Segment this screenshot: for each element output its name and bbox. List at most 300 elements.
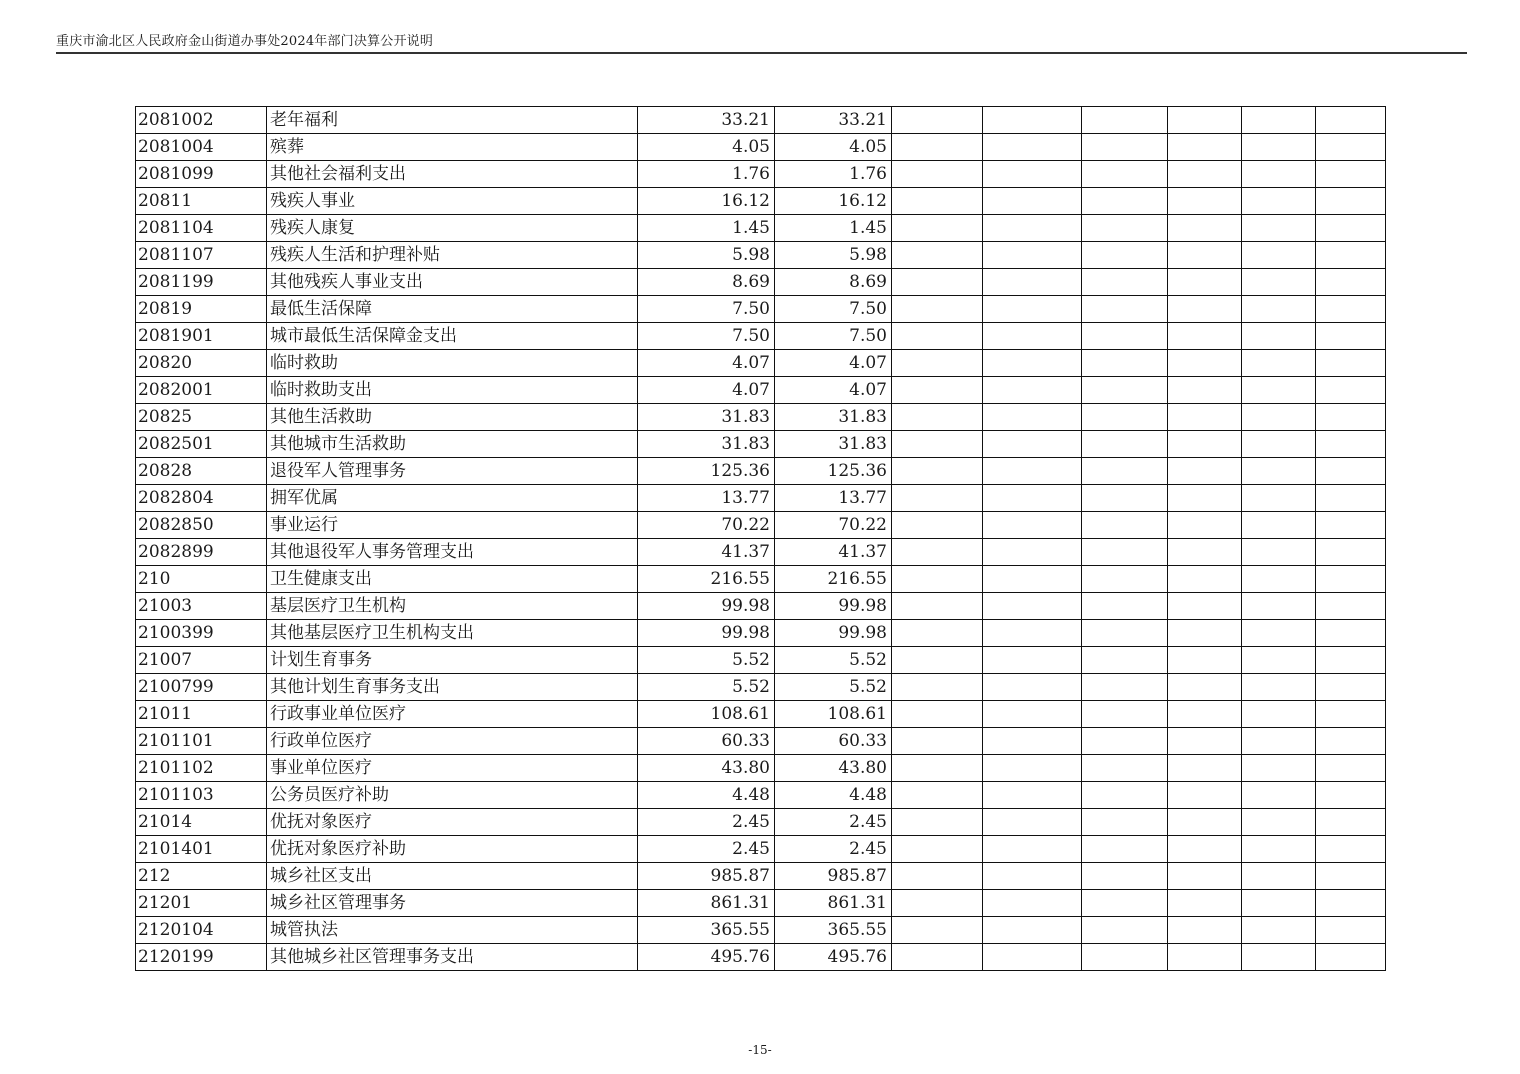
subject-name-cell: 最低生活保障 <box>267 296 638 323</box>
empty-cell <box>1082 107 1168 134</box>
empty-cell <box>1168 647 1242 674</box>
empty-cell <box>1242 242 1316 269</box>
amount-cell-2: 125.36 <box>775 458 892 485</box>
subject-name-cell: 殡葬 <box>267 134 638 161</box>
empty-cell <box>1316 485 1386 512</box>
empty-cell <box>1242 512 1316 539</box>
empty-cell <box>1168 539 1242 566</box>
empty-cell <box>1168 593 1242 620</box>
amount-cell-1: 41.37 <box>638 539 775 566</box>
amount-cell-2: 16.12 <box>775 188 892 215</box>
empty-cell <box>1316 890 1386 917</box>
empty-cell <box>892 593 983 620</box>
empty-cell <box>1168 701 1242 728</box>
subject-name-cell: 公务员医疗补助 <box>267 782 638 809</box>
amount-cell-1: 2.45 <box>638 836 775 863</box>
empty-cell <box>1168 161 1242 188</box>
amount-cell-2: 5.98 <box>775 242 892 269</box>
empty-cell <box>1168 350 1242 377</box>
subject-code-cell: 2101103 <box>136 782 267 809</box>
empty-cell <box>892 647 983 674</box>
empty-cell <box>1082 215 1168 242</box>
empty-cell <box>983 404 1082 431</box>
amount-cell-1: 216.55 <box>638 566 775 593</box>
subject-name-cell: 城市最低生活保障金支出 <box>267 323 638 350</box>
empty-cell <box>1168 323 1242 350</box>
amount-cell-1: 4.48 <box>638 782 775 809</box>
empty-cell <box>892 242 983 269</box>
empty-cell <box>1082 701 1168 728</box>
amount-cell-1: 31.83 <box>638 404 775 431</box>
empty-cell <box>1168 809 1242 836</box>
empty-cell <box>983 836 1082 863</box>
empty-cell <box>1316 242 1386 269</box>
empty-cell <box>983 323 1082 350</box>
empty-cell <box>1082 566 1168 593</box>
amount-cell-2: 31.83 <box>775 431 892 458</box>
empty-cell <box>1242 593 1316 620</box>
amount-cell-1: 8.69 <box>638 269 775 296</box>
amount-cell-1: 1.45 <box>638 215 775 242</box>
empty-cell <box>892 485 983 512</box>
empty-cell <box>1316 728 1386 755</box>
empty-cell <box>1082 755 1168 782</box>
empty-cell <box>1082 431 1168 458</box>
empty-cell <box>1082 323 1168 350</box>
empty-cell <box>892 269 983 296</box>
subject-code-cell: 2081099 <box>136 161 267 188</box>
empty-cell <box>1168 512 1242 539</box>
empty-cell <box>1168 917 1242 944</box>
empty-cell <box>892 215 983 242</box>
subject-name-cell: 优抚对象医疗补助 <box>267 836 638 863</box>
empty-cell <box>983 512 1082 539</box>
empty-cell <box>1168 269 1242 296</box>
subject-code-cell: 2081107 <box>136 242 267 269</box>
empty-cell <box>1082 296 1168 323</box>
empty-cell <box>892 188 983 215</box>
subject-code-cell: 21011 <box>136 701 267 728</box>
amount-cell-2: 70.22 <box>775 512 892 539</box>
empty-cell <box>892 782 983 809</box>
empty-cell <box>1242 458 1316 485</box>
amount-cell-2: 861.31 <box>775 890 892 917</box>
empty-cell <box>1316 458 1386 485</box>
empty-cell <box>1242 728 1316 755</box>
amount-cell-2: 365.55 <box>775 917 892 944</box>
table-row <box>136 161 1386 188</box>
empty-cell <box>1316 296 1386 323</box>
amount-cell-2: 7.50 <box>775 296 892 323</box>
subject-code-cell: 2082899 <box>136 539 267 566</box>
empty-cell <box>1168 404 1242 431</box>
table-row <box>136 107 1386 134</box>
subject-code-cell: 2082501 <box>136 431 267 458</box>
empty-cell <box>1082 242 1168 269</box>
empty-cell <box>1082 863 1168 890</box>
empty-cell <box>1168 242 1242 269</box>
table-body <box>136 107 1386 971</box>
subject-code-cell: 2082804 <box>136 485 267 512</box>
amount-cell-1: 70.22 <box>638 512 775 539</box>
subject-code-cell: 20819 <box>136 296 267 323</box>
empty-cell <box>1316 269 1386 296</box>
empty-cell <box>1316 188 1386 215</box>
empty-cell <box>1168 134 1242 161</box>
empty-cell <box>1316 647 1386 674</box>
empty-cell <box>1168 944 1242 971</box>
empty-cell <box>1242 269 1316 296</box>
subject-name-cell: 基层医疗卫生机构 <box>267 593 638 620</box>
empty-cell <box>1316 701 1386 728</box>
empty-cell <box>983 485 1082 512</box>
empty-cell <box>1082 134 1168 161</box>
subject-code-cell: 2120199 <box>136 944 267 971</box>
empty-cell <box>892 161 983 188</box>
empty-cell <box>1316 809 1386 836</box>
empty-cell <box>983 809 1082 836</box>
amount-cell-2: 31.83 <box>775 404 892 431</box>
subject-code-cell: 21201 <box>136 890 267 917</box>
subject-name-cell: 其他城乡社区管理事务支出 <box>267 944 638 971</box>
empty-cell <box>1082 647 1168 674</box>
empty-cell <box>892 539 983 566</box>
empty-cell <box>983 566 1082 593</box>
empty-cell <box>1316 944 1386 971</box>
header-divider <box>56 52 1467 54</box>
empty-cell <box>1082 674 1168 701</box>
empty-cell <box>1242 863 1316 890</box>
amount-cell-1: 99.98 <box>638 620 775 647</box>
empty-cell <box>983 593 1082 620</box>
empty-cell <box>1082 377 1168 404</box>
subject-code-cell: 210 <box>136 566 267 593</box>
empty-cell <box>892 809 983 836</box>
empty-cell <box>892 701 983 728</box>
subject-name-cell: 其他残疾人事业支出 <box>267 269 638 296</box>
table-row <box>136 944 1386 971</box>
empty-cell <box>1082 188 1168 215</box>
amount-cell-2: 7.50 <box>775 323 892 350</box>
empty-cell <box>1168 890 1242 917</box>
amount-cell-1: 365.55 <box>638 917 775 944</box>
empty-cell <box>1316 566 1386 593</box>
empty-cell <box>1242 701 1316 728</box>
empty-cell <box>983 890 1082 917</box>
empty-cell <box>1168 782 1242 809</box>
empty-cell <box>1242 620 1316 647</box>
table-row <box>136 215 1386 242</box>
amount-cell-2: 5.52 <box>775 674 892 701</box>
amount-cell-2: 4.48 <box>775 782 892 809</box>
empty-cell <box>1316 755 1386 782</box>
empty-cell <box>1082 890 1168 917</box>
empty-cell <box>1316 215 1386 242</box>
empty-cell <box>892 944 983 971</box>
empty-cell <box>1168 674 1242 701</box>
subject-name-cell: 优抚对象医疗 <box>267 809 638 836</box>
subject-name-cell: 行政单位医疗 <box>267 728 638 755</box>
empty-cell <box>983 782 1082 809</box>
empty-cell <box>892 890 983 917</box>
empty-cell <box>1082 539 1168 566</box>
table-row <box>136 485 1386 512</box>
empty-cell <box>892 863 983 890</box>
subject-name-cell: 其他生活救助 <box>267 404 638 431</box>
table-row <box>136 404 1386 431</box>
amount-cell-2: 99.98 <box>775 620 892 647</box>
empty-cell <box>1242 917 1316 944</box>
subject-code-cell: 2081002 <box>136 107 267 134</box>
table-row <box>136 539 1386 566</box>
amount-cell-2: 1.76 <box>775 161 892 188</box>
amount-cell-1: 5.98 <box>638 242 775 269</box>
amount-cell-1: 4.05 <box>638 134 775 161</box>
empty-cell <box>983 755 1082 782</box>
empty-cell <box>892 566 983 593</box>
amount-cell-2: 4.05 <box>775 134 892 161</box>
amount-cell-2: 4.07 <box>775 377 892 404</box>
amount-cell-1: 43.80 <box>638 755 775 782</box>
empty-cell <box>983 107 1082 134</box>
amount-cell-2: 495.76 <box>775 944 892 971</box>
empty-cell <box>983 539 1082 566</box>
subject-name-cell: 行政事业单位医疗 <box>267 701 638 728</box>
empty-cell <box>1316 404 1386 431</box>
amount-cell-2: 41.37 <box>775 539 892 566</box>
empty-cell <box>1082 458 1168 485</box>
subject-name-cell: 其他退役军人事务管理支出 <box>267 539 638 566</box>
empty-cell <box>1242 215 1316 242</box>
empty-cell <box>1316 107 1386 134</box>
subject-name-cell: 退役军人管理事务 <box>267 458 638 485</box>
table-row <box>136 593 1386 620</box>
empty-cell <box>892 728 983 755</box>
empty-cell <box>1242 782 1316 809</box>
subject-code-cell: 20820 <box>136 350 267 377</box>
empty-cell <box>1316 512 1386 539</box>
amount-cell-1: 16.12 <box>638 188 775 215</box>
empty-cell <box>1316 593 1386 620</box>
subject-name-cell: 残疾人事业 <box>267 188 638 215</box>
empty-cell <box>983 674 1082 701</box>
table-row <box>136 350 1386 377</box>
subject-code-cell: 2081104 <box>136 215 267 242</box>
subject-name-cell: 其他计划生育事务支出 <box>267 674 638 701</box>
table-row <box>136 296 1386 323</box>
empty-cell <box>1242 188 1316 215</box>
empty-cell <box>1316 836 1386 863</box>
subject-code-cell: 2101401 <box>136 836 267 863</box>
empty-cell <box>1316 863 1386 890</box>
subject-name-cell: 事业运行 <box>267 512 638 539</box>
expenditure-table <box>135 106 1386 971</box>
empty-cell <box>983 350 1082 377</box>
empty-cell <box>983 188 1082 215</box>
subject-code-cell: 21003 <box>136 593 267 620</box>
empty-cell <box>1242 323 1316 350</box>
empty-cell <box>983 215 1082 242</box>
amount-cell-1: 108.61 <box>638 701 775 728</box>
amount-cell-2: 2.45 <box>775 836 892 863</box>
empty-cell <box>983 620 1082 647</box>
subject-code-cell: 21007 <box>136 647 267 674</box>
amount-cell-1: 33.21 <box>638 107 775 134</box>
table-row <box>136 755 1386 782</box>
table-row <box>136 836 1386 863</box>
empty-cell <box>1082 161 1168 188</box>
subject-name-cell: 临时救助支出 <box>267 377 638 404</box>
subject-name-cell: 事业单位医疗 <box>267 755 638 782</box>
amount-cell-2: 60.33 <box>775 728 892 755</box>
empty-cell <box>1242 674 1316 701</box>
amount-cell-1: 60.33 <box>638 728 775 755</box>
empty-cell <box>892 512 983 539</box>
empty-cell <box>1082 512 1168 539</box>
subject-code-cell: 2100799 <box>136 674 267 701</box>
empty-cell <box>983 431 1082 458</box>
subject-code-cell: 2100399 <box>136 620 267 647</box>
subject-name-cell: 城乡社区支出 <box>267 863 638 890</box>
subject-name-cell: 残疾人康复 <box>267 215 638 242</box>
amount-cell-1: 985.87 <box>638 863 775 890</box>
empty-cell <box>1242 485 1316 512</box>
subject-name-cell: 其他基层医疗卫生机构支出 <box>267 620 638 647</box>
amount-cell-2: 13.77 <box>775 485 892 512</box>
subject-name-cell: 卫生健康支出 <box>267 566 638 593</box>
table-row <box>136 242 1386 269</box>
empty-cell <box>892 674 983 701</box>
subject-name-cell: 计划生育事务 <box>267 647 638 674</box>
table-row <box>136 566 1386 593</box>
amount-cell-2: 216.55 <box>775 566 892 593</box>
empty-cell <box>1242 647 1316 674</box>
empty-cell <box>1168 431 1242 458</box>
page-header-title: 重庆市渝北区人民政府金山街道办事处2024年部门决算公开说明 <box>56 34 434 49</box>
subject-code-cell: 20825 <box>136 404 267 431</box>
subject-code-cell: 2101102 <box>136 755 267 782</box>
subject-code-cell: 2081199 <box>136 269 267 296</box>
empty-cell <box>983 377 1082 404</box>
empty-cell <box>1082 809 1168 836</box>
empty-cell <box>1242 836 1316 863</box>
empty-cell <box>1082 782 1168 809</box>
subject-name-cell: 残疾人生活和护理补贴 <box>267 242 638 269</box>
empty-cell <box>1316 323 1386 350</box>
empty-cell <box>1242 377 1316 404</box>
empty-cell <box>983 944 1082 971</box>
empty-cell <box>983 161 1082 188</box>
empty-cell <box>892 404 983 431</box>
empty-cell <box>1242 566 1316 593</box>
empty-cell <box>1242 107 1316 134</box>
table-row <box>136 647 1386 674</box>
amount-cell-1: 99.98 <box>638 593 775 620</box>
empty-cell <box>1242 404 1316 431</box>
table-row <box>136 674 1386 701</box>
empty-cell <box>1316 620 1386 647</box>
table-row <box>136 809 1386 836</box>
empty-cell <box>1168 863 1242 890</box>
empty-cell <box>1168 485 1242 512</box>
table-row <box>136 188 1386 215</box>
amount-cell-1: 861.31 <box>638 890 775 917</box>
amount-cell-2: 108.61 <box>775 701 892 728</box>
empty-cell <box>1168 296 1242 323</box>
empty-cell <box>1316 539 1386 566</box>
empty-cell <box>1082 350 1168 377</box>
empty-cell <box>1168 728 1242 755</box>
amount-cell-2: 99.98 <box>775 593 892 620</box>
empty-cell <box>1242 134 1316 161</box>
table-row <box>136 701 1386 728</box>
empty-cell <box>1242 539 1316 566</box>
empty-cell <box>892 323 983 350</box>
empty-cell <box>1168 620 1242 647</box>
subject-code-cell: 212 <box>136 863 267 890</box>
subject-name-cell: 城管执法 <box>267 917 638 944</box>
empty-cell <box>1316 674 1386 701</box>
empty-cell <box>1082 620 1168 647</box>
empty-cell <box>892 620 983 647</box>
amount-cell-2: 4.07 <box>775 350 892 377</box>
empty-cell <box>892 458 983 485</box>
empty-cell <box>1242 350 1316 377</box>
empty-cell <box>1316 377 1386 404</box>
amount-cell-1: 31.83 <box>638 431 775 458</box>
subject-code-cell: 2082850 <box>136 512 267 539</box>
empty-cell <box>892 431 983 458</box>
empty-cell <box>1082 485 1168 512</box>
amount-cell-2: 5.52 <box>775 647 892 674</box>
empty-cell <box>1316 134 1386 161</box>
table-row <box>136 620 1386 647</box>
empty-cell <box>892 755 983 782</box>
amount-cell-1: 1.76 <box>638 161 775 188</box>
subject-code-cell: 2081901 <box>136 323 267 350</box>
empty-cell <box>1242 296 1316 323</box>
empty-cell <box>1168 107 1242 134</box>
empty-cell <box>892 134 983 161</box>
empty-cell <box>983 647 1082 674</box>
empty-cell <box>1316 917 1386 944</box>
table-row <box>136 377 1386 404</box>
subject-code-cell: 20811 <box>136 188 267 215</box>
empty-cell <box>983 242 1082 269</box>
empty-cell <box>892 107 983 134</box>
subject-name-cell: 拥军优属 <box>267 485 638 512</box>
empty-cell <box>1316 161 1386 188</box>
empty-cell <box>1242 431 1316 458</box>
subject-name-cell: 临时救助 <box>267 350 638 377</box>
table-row <box>136 917 1386 944</box>
empty-cell <box>892 350 983 377</box>
empty-cell <box>1082 404 1168 431</box>
amount-cell-2: 1.45 <box>775 215 892 242</box>
amount-cell-1: 125.36 <box>638 458 775 485</box>
empty-cell <box>1168 755 1242 782</box>
empty-cell <box>892 296 983 323</box>
amount-cell-1: 4.07 <box>638 350 775 377</box>
empty-cell <box>983 134 1082 161</box>
table-row <box>136 782 1386 809</box>
subject-code-cell: 21014 <box>136 809 267 836</box>
table-row <box>136 431 1386 458</box>
empty-cell <box>983 269 1082 296</box>
amount-cell-1: 495.76 <box>638 944 775 971</box>
page-number: -15- <box>748 1043 772 1057</box>
subject-name-cell: 城乡社区管理事务 <box>267 890 638 917</box>
